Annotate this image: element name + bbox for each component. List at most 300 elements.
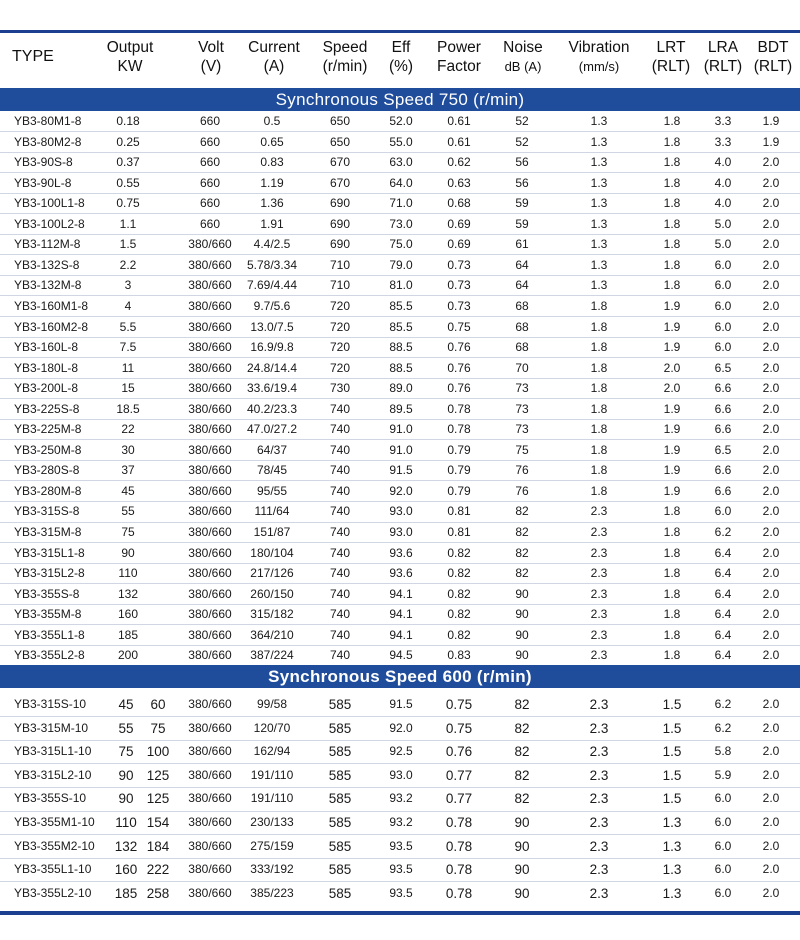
cell-current: 217/126 [250,566,294,581]
cell-eff: 85.5 [389,319,413,334]
cell-power-factor: 0.63 [447,175,471,190]
cell-lrt: 1.9 [663,442,681,457]
cell-type: YB3-160L-8 [14,340,79,355]
cell-bdt: 2.0 [762,442,780,457]
cell-volt: 380/660 [188,862,232,877]
cell-noise: 82 [514,697,530,712]
cell-eff: 93.0 [389,525,413,539]
cell-current: 315/182 [250,607,294,622]
cell-vibration: 1.3 [590,155,608,170]
cell-vibration: 2.3 [590,566,608,581]
cell-lra: 6.0 [714,791,732,806]
cell-noise: 90 [514,838,530,854]
cell-bdt: 1.9 [762,134,780,149]
cell-power-factor: 0.79 [447,463,471,478]
cell-noise: 90 [515,586,529,601]
cell-noise: 64 [515,278,529,293]
cell-bdt: 2.0 [762,525,780,539]
cell-volt: 380/660 [188,401,232,416]
cell-lra: 6.2 [714,697,732,711]
cell-noise: 68 [515,340,529,355]
cell-current: 47.0/27.2 [246,422,298,437]
cell-speed: 720 [329,298,351,313]
cell-type: YB3-355L2-8 [14,648,85,663]
cell-noise: 82 [514,791,530,807]
cell-output: 7.5 [119,340,137,355]
cell-lrt: 1.9 [663,422,681,437]
cell-lra: 6.4 [714,586,732,601]
cell-output-6p: 258 [146,885,170,901]
cell-output-4p: 132 [114,838,138,854]
cell-output-6p: 100 [146,744,170,760]
cell-power-factor: 0.73 [447,257,471,272]
cell-noise: 82 [515,545,529,560]
cell-current: 4.4/2.5 [253,237,291,252]
cell-lrt: 1.8 [663,196,681,211]
cell-lrt: 1.3 [662,862,682,878]
cell-lra: 6.0 [714,838,732,853]
table-row [0,132,800,153]
cell-volt: 380/660 [188,648,232,663]
cell-type: YB3-80M2-8 [14,134,82,149]
cell-eff: 89.0 [389,381,413,396]
cell-eff: 94.1 [389,627,413,642]
cell-volt: 660 [199,216,221,231]
cell-volt: 380/660 [188,566,232,581]
cell-speed: 740 [329,607,351,622]
cell-eff: 52.0 [389,114,413,128]
cell-output-6p: 125 [146,791,170,807]
cell-current: 33.6/19.4 [246,381,298,396]
cell-power-factor: 0.62 [447,155,471,170]
cell-output: 1.1 [119,216,137,231]
cell-volt: 380/660 [188,442,232,457]
cell-lra: 6.0 [714,278,732,293]
cell-eff: 92.5 [389,744,413,759]
table-row [0,193,800,214]
cell-vibration: 1.3 [590,175,608,190]
table-row [0,787,800,811]
cell-volt: 380/660 [188,463,232,478]
cell-lrt: 1.5 [662,744,682,760]
cell-vibration: 2.3 [590,648,608,663]
cell-type: YB3-132M-8 [14,278,82,293]
cell-type: YB3-355M1-10 [14,815,95,829]
cell-lra: 6.4 [714,545,732,560]
cell-lrt: 1.8 [663,566,681,581]
cell-output-4p: 75 [118,744,134,760]
cell-bdt: 2.0 [762,483,780,498]
cell-lrt: 1.9 [663,401,681,416]
cell-output-4p: 90 [118,767,134,783]
cell-vibration: 2.3 [589,767,609,783]
cell-vibration: 1.8 [590,483,608,498]
cell-bdt: 2.0 [762,463,780,478]
cell-lrt: 1.5 [662,767,682,783]
cell-speed: 585 [328,720,352,736]
cell-eff: 93.5 [389,862,413,877]
cell-volt: 380/660 [188,237,232,252]
cell-noise: 82 [515,566,529,581]
cell-power-factor: 0.76 [447,360,471,375]
cell-lra: 6.5 [714,442,732,457]
cell-bdt: 2.0 [762,791,780,806]
cell-power-factor: 0.77 [445,767,473,783]
cell-volt: 380/660 [188,744,232,759]
header-lrt: LRT (RLT) [651,39,691,75]
cell-output: 3 [124,278,132,293]
cell-eff: 91.0 [389,442,413,457]
cell-eff: 88.5 [389,340,413,355]
table-row [0,645,800,666]
table-row [0,693,800,717]
cell-lra: 6.4 [714,566,732,581]
header-speed: Speed (r/min) [322,39,368,75]
cell-type: YB3-160M2-8 [14,319,89,334]
cell-volt: 380/660 [188,545,232,560]
cell-current: 1.91 [260,216,284,231]
cell-noise: 52 [515,134,529,149]
table-row [0,522,800,543]
cell-lrt: 1.8 [663,504,681,519]
cell-current: 120/70 [253,720,291,735]
cell-power-factor: 0.61 [447,134,471,149]
cell-lrt: 1.8 [663,237,681,252]
cell-vibration: 2.3 [589,862,609,878]
cell-power-factor: 0.78 [445,838,473,854]
cell-volt: 660 [199,114,221,128]
cell-output: 110 [118,566,138,581]
cell-current: 275/159 [250,838,294,853]
cell-speed: 740 [329,422,351,437]
cell-vibration: 1.8 [590,298,608,313]
cell-lrt: 1.8 [663,525,681,539]
cell-speed: 585 [328,791,352,807]
cell-current: 40.2/23.3 [246,401,298,416]
cell-power-factor: 0.81 [447,525,471,539]
cell-noise: 64 [515,257,529,272]
cell-type: YB3-355S-8 [14,586,80,601]
section-750-title: Synchronous Speed 750 (r/min) [0,88,800,111]
cell-speed: 720 [329,319,351,334]
cell-lrt: 1.5 [662,697,682,712]
cell-speed: 740 [329,566,351,581]
cell-bdt: 2.0 [762,545,780,560]
table-row [0,858,800,882]
bottom-rule [0,911,800,915]
cell-eff: 79.0 [389,257,413,272]
cell-lra: 5.0 [714,237,732,252]
cell-vibration: 1.3 [590,134,608,149]
cell-type: YB3-315L2-8 [14,566,85,581]
cell-vibration: 2.3 [590,504,608,519]
cell-vibration: 2.3 [590,607,608,622]
header-vibration: Vibration (mm/s) [568,39,630,74]
cell-current: 24.8/14.4 [246,360,298,375]
cell-type: YB3-315M-10 [14,720,89,735]
cell-lrt: 2.0 [663,360,681,375]
cell-bdt: 2.0 [762,586,780,601]
cell-lrt: 1.5 [662,791,682,807]
cell-type: YB3-80M1-8 [14,114,82,128]
table-row [0,584,800,605]
cell-output: 2.2 [119,257,137,272]
cell-volt: 380/660 [188,278,232,293]
cell-bdt: 2.0 [762,648,780,663]
cell-vibration: 2.3 [590,525,608,539]
cell-lra: 6.0 [714,504,732,519]
cell-lra: 4.0 [714,196,732,211]
cell-vibration: 2.3 [589,885,609,901]
cell-current: 16.9/9.8 [250,340,294,355]
cell-lrt: 1.8 [663,114,681,128]
cell-noise: 90 [514,862,530,878]
cell-volt: 380/660 [188,504,232,519]
cell-speed: 740 [329,442,351,457]
cell-output: 22 [121,422,135,437]
cell-lrt: 1.8 [663,257,681,272]
cell-vibration: 1.8 [590,463,608,478]
cell-eff: 93.5 [389,885,413,900]
cell-power-factor: 0.78 [447,401,471,416]
cell-bdt: 2.0 [762,319,780,334]
cell-current: 162/94 [253,744,291,759]
cell-lra: 5.9 [714,767,732,782]
table-row [0,255,800,276]
cell-output-4p: 160 [114,862,138,878]
cell-power-factor: 0.78 [447,422,471,437]
cell-volt: 660 [199,134,221,149]
cell-noise: 59 [515,196,529,211]
cell-vibration: 1.3 [590,196,608,211]
cell-output-4p: 45 [118,697,134,712]
cell-output-4p: 185 [114,885,138,901]
cell-bdt: 2.0 [762,155,780,170]
cell-type: YB3-315S-10 [14,697,87,711]
cell-eff: 85.5 [389,298,413,313]
cell-speed: 710 [329,278,351,293]
cell-type: YB3-315L1-10 [14,744,92,759]
cell-lrt: 1.3 [662,815,682,830]
cell-volt: 380/660 [188,422,232,437]
cell-volt: 380/660 [188,319,232,334]
cell-eff: 92.0 [389,483,413,498]
cell-volt: 660 [199,196,221,211]
cell-lrt: 1.8 [663,175,681,190]
table-row [0,717,800,741]
cell-noise: 82 [514,767,530,783]
cell-bdt: 2.0 [762,697,780,711]
cell-output: 90 [121,545,135,560]
cell-eff: 91.5 [389,463,413,478]
cell-lra: 6.0 [714,340,732,355]
cell-bdt: 2.0 [762,340,780,355]
cell-lrt: 1.8 [663,586,681,601]
table-row [0,317,800,338]
cell-power-factor: 0.78 [445,862,473,878]
cell-power-factor: 0.77 [445,791,473,807]
cell-bdt: 1.9 [762,114,780,128]
cell-lra: 6.6 [714,483,732,498]
cell-lra: 4.0 [714,175,732,190]
cell-lra: 3.3 [714,114,732,128]
cell-vibration: 2.3 [589,697,609,712]
cell-output: 160 [117,607,139,622]
cell-volt: 380/660 [188,791,232,806]
cell-lra: 5.8 [714,744,732,759]
cell-output: 15 [121,381,135,396]
cell-lra: 6.0 [714,862,732,877]
cell-lra: 6.0 [714,257,732,272]
cell-bdt: 2.0 [762,401,780,416]
cell-vibration: 1.3 [590,237,608,252]
cell-power-factor: 0.82 [447,607,471,622]
cell-vibration: 1.8 [590,401,608,416]
cell-power-factor: 0.82 [447,566,471,581]
cell-volt: 380/660 [188,697,232,711]
table-row [0,882,800,906]
cell-bdt: 2.0 [762,885,780,900]
section-600-title: Synchronous Speed 600 (r/min) [0,665,800,688]
cell-type: YB3-100L1-8 [14,196,85,211]
cell-volt: 380/660 [188,815,232,829]
cell-power-factor: 0.83 [447,648,471,663]
cell-output: 0.18 [116,114,140,128]
cell-lrt: 1.8 [663,155,681,170]
cell-output: 200 [117,648,139,663]
cell-power-factor: 0.75 [447,319,471,334]
table-row [0,378,800,399]
cell-lra: 3.3 [714,134,732,149]
cell-type: YB3-180L-8 [14,360,79,375]
cell-noise: 90 [515,627,529,642]
cell-power-factor: 0.69 [447,237,471,252]
cell-speed: 690 [329,196,351,211]
cell-bdt: 2.0 [762,862,780,877]
cell-type: YB3-355S-10 [14,791,87,806]
cell-output-4p: 55 [118,720,134,736]
cell-power-factor: 0.78 [445,815,473,830]
cell-current: 385/223 [250,885,294,900]
cell-power-factor: 0.76 [445,744,473,760]
cell-type: YB3-355L2-10 [14,885,92,900]
cell-eff: 73.0 [389,216,413,231]
table-row [0,501,800,522]
cell-bdt: 2.0 [762,815,780,829]
cell-lrt: 1.8 [663,278,681,293]
table-row [0,296,800,317]
cell-output: 18.5 [116,401,140,416]
cell-noise: 90 [514,815,530,830]
cell-noise: 59 [515,216,529,231]
cell-volt: 380/660 [188,360,232,375]
cell-current: 111/64 [254,504,290,519]
cell-power-factor: 0.79 [447,483,471,498]
cell-volt: 660 [199,175,221,190]
cell-lra: 6.6 [714,401,732,416]
cell-type: YB3-250M-8 [14,442,82,457]
cell-eff: 63.0 [389,155,413,170]
cell-speed: 585 [328,697,352,712]
cell-lrt: 1.8 [663,648,681,663]
cell-speed: 740 [329,545,351,560]
cell-current: 1.19 [260,175,284,190]
cell-lra: 6.6 [714,381,732,396]
cell-type: YB3-112M-8 [14,237,81,252]
cell-vibration: 1.8 [590,360,608,375]
cell-eff: 64.0 [389,175,413,190]
cell-eff: 94.1 [389,586,413,601]
cell-speed: 710 [329,257,351,272]
cell-volt: 380/660 [188,483,232,498]
table-row [0,419,800,440]
cell-power-factor: 0.69 [447,216,471,231]
cell-noise: 73 [515,401,529,416]
cell-type: YB3-225M-8 [14,422,82,437]
cell-bdt: 2.0 [762,566,780,581]
header-lra: LRA (RLT) [703,39,743,75]
cell-noise: 76 [515,463,529,478]
table-row [0,214,800,235]
cell-lra: 6.0 [714,815,732,829]
cell-output: 55 [121,504,135,519]
cell-noise: 70 [515,360,529,375]
cell-bdt: 2.0 [762,767,780,782]
cell-output-6p: 184 [146,838,170,854]
cell-bdt: 2.0 [762,381,780,396]
cell-bdt: 2.0 [762,298,780,313]
cell-volt: 380/660 [188,257,232,272]
cell-lrt: 1.5 [662,720,682,736]
cell-output: 5.5 [119,319,137,334]
cell-current: 260/150 [250,586,294,601]
cell-vibration: 1.8 [590,381,608,396]
cell-speed: 585 [328,815,352,830]
cell-noise: 61 [515,237,529,252]
cell-bdt: 2.0 [762,744,780,759]
cell-eff: 93.0 [389,767,413,782]
table-row [0,440,800,461]
table-header [0,36,800,86]
cell-volt: 660 [199,155,221,170]
cell-eff: 91.5 [389,697,413,711]
cell-current: 180/104 [250,545,294,560]
cell-bdt: 2.0 [762,257,780,272]
cell-current: 9.7/5.6 [253,298,291,313]
top-bar [0,0,800,34]
cell-speed: 740 [329,483,351,498]
cell-lra: 6.5 [714,360,732,375]
cell-speed: 650 [329,114,351,128]
cell-lrt: 1.8 [663,545,681,560]
cell-current: 191/110 [250,767,294,782]
cell-type: YB3-355M-8 [14,607,82,622]
cell-speed: 740 [329,525,351,539]
cell-output: 75 [121,525,135,539]
cell-output: 0.55 [116,175,140,190]
cell-lrt: 1.9 [663,340,681,355]
cell-eff: 71.0 [389,196,413,211]
cell-output: 4 [124,298,132,313]
cell-lra: 5.0 [714,216,732,231]
cell-noise: 82 [515,504,529,519]
cell-eff: 94.5 [389,648,413,663]
cell-vibration: 2.3 [590,545,608,560]
table-row [0,275,800,296]
cell-bdt: 2.0 [762,216,780,231]
cell-volt: 380/660 [188,767,232,782]
cell-eff: 92.0 [389,720,413,735]
